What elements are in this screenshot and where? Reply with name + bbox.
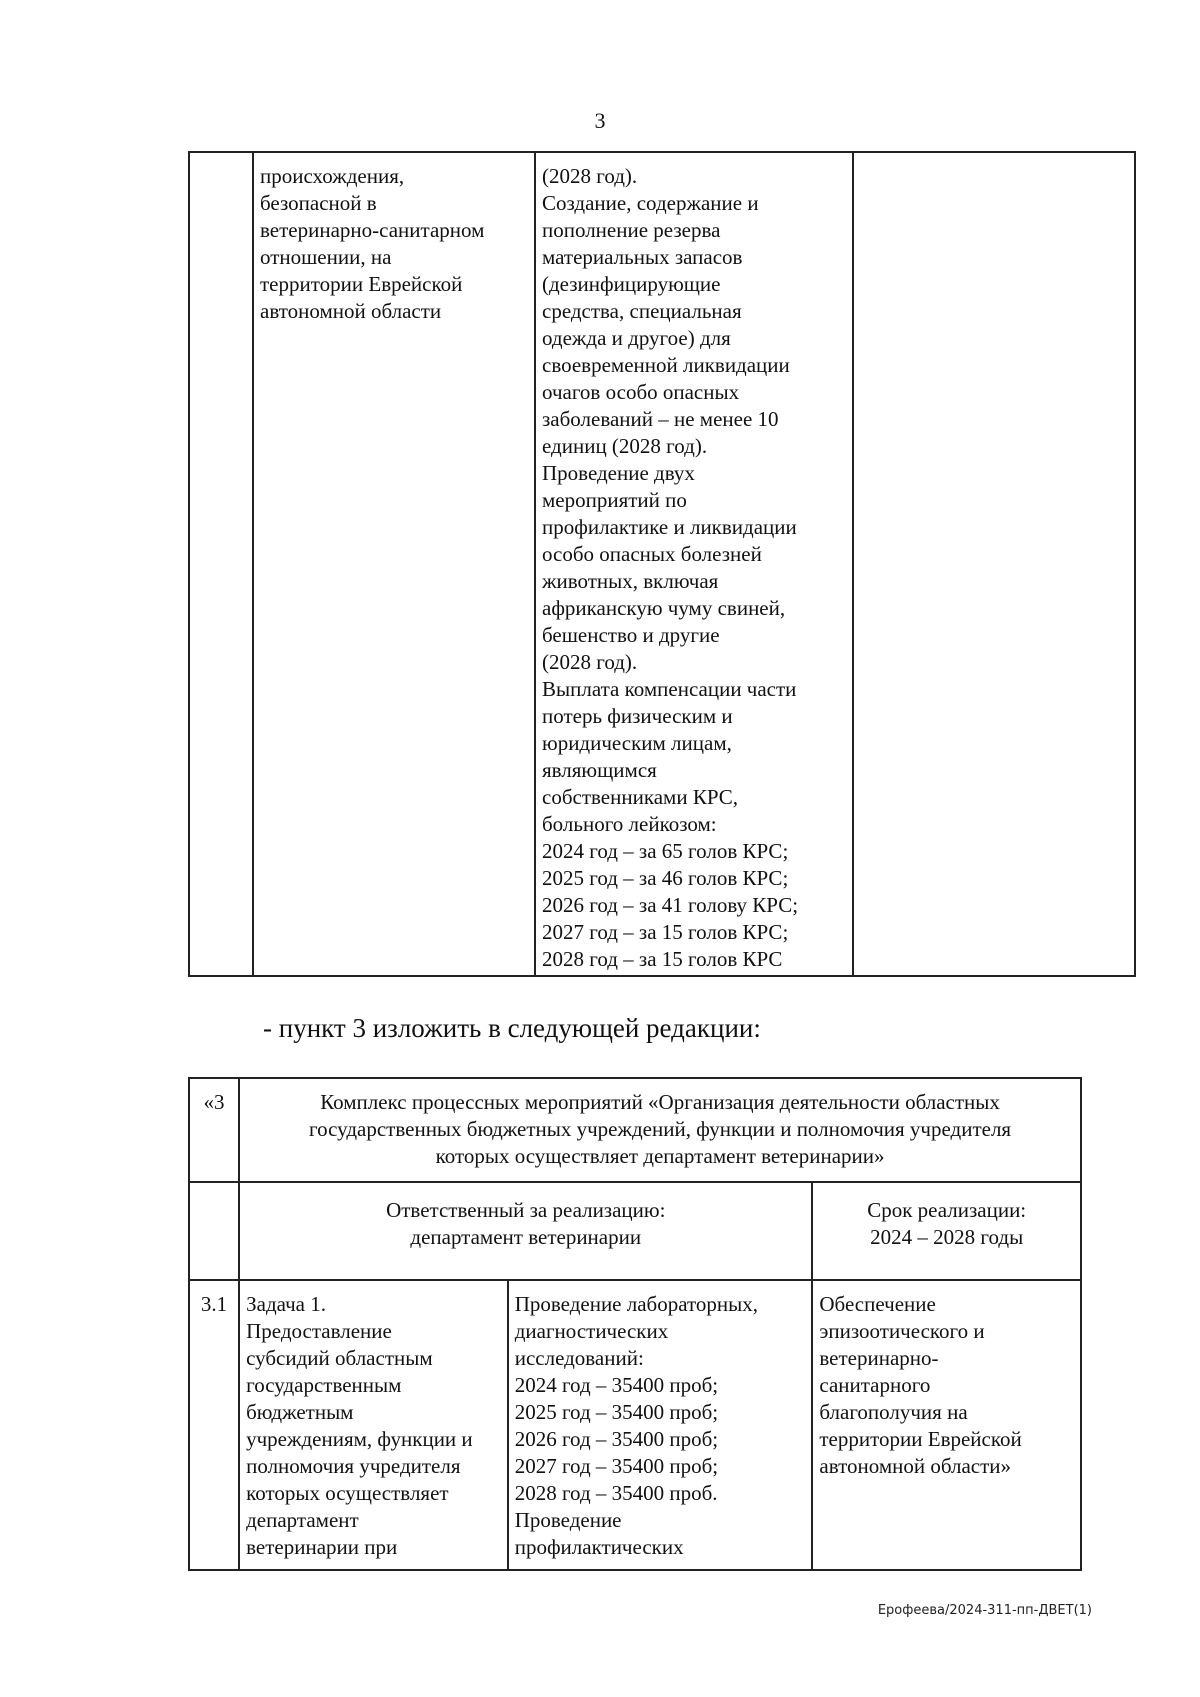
instruction-text: - пункт 3 изложить в следующей редакции: — [263, 1013, 761, 1043]
task-line: территории Еврейской — [260, 272, 463, 296]
task-line: ветеринарии при — [246, 1535, 398, 1559]
activity-line: являющимся — [542, 758, 657, 782]
continued-table — [188, 151, 1136, 977]
task-line: департамент — [246, 1508, 359, 1532]
task-line: субсидий областным — [246, 1346, 433, 1370]
table-row — [189, 1078, 1081, 1182]
deadline-line: 2024 – 2028 годы — [870, 1225, 1024, 1249]
result-cell — [853, 152, 1135, 976]
activity-line: средства, специальная — [542, 299, 742, 323]
task-line: которых осуществляет — [246, 1481, 449, 1505]
empty-cell — [189, 1182, 239, 1280]
task-line: происхождения, — [260, 164, 405, 188]
activity-line: Создание, содержание и — [542, 191, 759, 215]
deadline-line: Срок реализации: — [867, 1198, 1027, 1222]
title-line: которых осуществляет департамент ветеринарии» — [435, 1144, 885, 1168]
activity-cell — [535, 152, 853, 976]
table-row — [189, 1280, 1081, 1570]
result-line: благополучия на — [819, 1400, 968, 1424]
activity-line: своевременной ликвидации — [542, 353, 790, 377]
result-line: ветеринарно- — [819, 1346, 939, 1370]
activity-line: профилактике и ликвидации — [542, 515, 797, 539]
replacement-table — [188, 1077, 1082, 1571]
activity-line: Проведение — [514, 1508, 622, 1532]
activity-line: 2024 год – за 65 голов КРС; — [542, 839, 789, 863]
activity-line: заболеваний – не менее 10 — [542, 407, 779, 431]
task-line: отношении, на — [260, 245, 392, 269]
activity-line: мероприятий по — [542, 488, 687, 512]
result-line: эпизоотического и — [819, 1319, 985, 1343]
result-cell — [812, 1280, 1081, 1570]
activity-line: (2028 год). — [542, 164, 638, 188]
task-line: безопасной в — [260, 191, 377, 215]
activity-line: африканскую чуму свиней, — [542, 596, 786, 620]
activity-line: 2027 год – 35400 проб; — [514, 1454, 719, 1478]
activity-line: потерь физическим и — [542, 704, 733, 728]
activity-line: (2028 год). — [542, 650, 638, 674]
activity-line: диагностических — [514, 1319, 669, 1343]
title-line: государственных бюджетных учреждений, функции и полномочия учредителя — [309, 1117, 1012, 1141]
responsible-cell — [239, 1182, 812, 1280]
activity-line: бешенство и другие — [542, 623, 720, 647]
activity-line: материальных запасов — [542, 245, 743, 269]
activity-line: 2024 год – 35400 проб; — [514, 1373, 719, 1397]
activity-line: собственниками КРС, — [542, 785, 739, 809]
activity-line: (дезинфицирующие — [542, 272, 721, 296]
result-line: автономной области» — [819, 1454, 1012, 1478]
table-row — [189, 152, 1135, 976]
activity-line: 2028 год – 35400 проб. — [514, 1481, 718, 1505]
activity-line: 2026 год – 35400 проб; — [514, 1427, 719, 1451]
number-cell — [189, 152, 253, 976]
document-reference: Ерофеева/2024-311-пп-ДВЕТ(1) — [877, 1603, 1092, 1618]
result-line: Обеспечение — [819, 1292, 936, 1316]
responsible-line: департамент ветеринарии — [410, 1225, 642, 1249]
activity-line: больного лейкозом: — [542, 812, 717, 836]
activity-line: пополнение резерва — [542, 218, 721, 242]
activity-line: Выплата компенсации части — [542, 677, 797, 701]
activity-line: единиц (2028 год). — [542, 434, 708, 458]
task-line: Задача 1. — [246, 1292, 326, 1316]
task-line: бюджетным — [246, 1400, 354, 1424]
task-cell — [253, 152, 535, 976]
task-line: автономной области — [260, 299, 442, 323]
task-line: учреждениям, функции и — [246, 1427, 473, 1451]
responsible-line: Ответственный за реализацию: — [386, 1198, 666, 1222]
page-number: 3 — [594, 108, 606, 133]
activity-line: животных, включая — [542, 569, 719, 593]
activity-line: 2025 год – 35400 проб; — [514, 1400, 719, 1424]
activity-line: юридическим лицам, — [542, 731, 732, 755]
table-row — [189, 1182, 1081, 1280]
activity-line: особо опасных болезней — [542, 542, 762, 566]
task-line: ветеринарно-санитарном — [260, 218, 485, 242]
activity-line: очагов особо опасных — [542, 380, 740, 404]
activity-line: Проведение двух — [542, 461, 695, 485]
item-number: «3 — [189, 1078, 239, 1182]
task-line: полномочия учредителя — [246, 1454, 461, 1478]
deadline-cell — [812, 1182, 1081, 1280]
task-line: государственным — [246, 1373, 402, 1397]
activity-line: Проведение лабораторных, — [514, 1292, 759, 1316]
activity-cell — [508, 1280, 813, 1570]
item-number: 3.1 — [189, 1280, 239, 1570]
complex-title-cell — [239, 1078, 1081, 1182]
activity-line: 2026 год – за 41 голову КРС; — [542, 893, 799, 917]
activity-line: одежда и другое) для — [542, 326, 731, 350]
activity-line: исследований: — [514, 1346, 644, 1370]
task-cell — [239, 1280, 508, 1570]
activity-line: 2028 год – за 15 голов КРС — [542, 947, 783, 971]
result-line: территории Еврейской — [819, 1427, 1022, 1451]
activity-line: 2025 год – за 46 голов КРС; — [542, 866, 789, 890]
title-line: Комплекс процессных мероприятий «Организация деятельности областных — [320, 1090, 1000, 1114]
activity-line: 2027 год – за 15 голов КРС; — [542, 920, 789, 944]
result-line: санитарного — [819, 1373, 931, 1397]
task-line: Предоставление — [246, 1319, 392, 1343]
activity-line: профилактических — [514, 1535, 684, 1559]
